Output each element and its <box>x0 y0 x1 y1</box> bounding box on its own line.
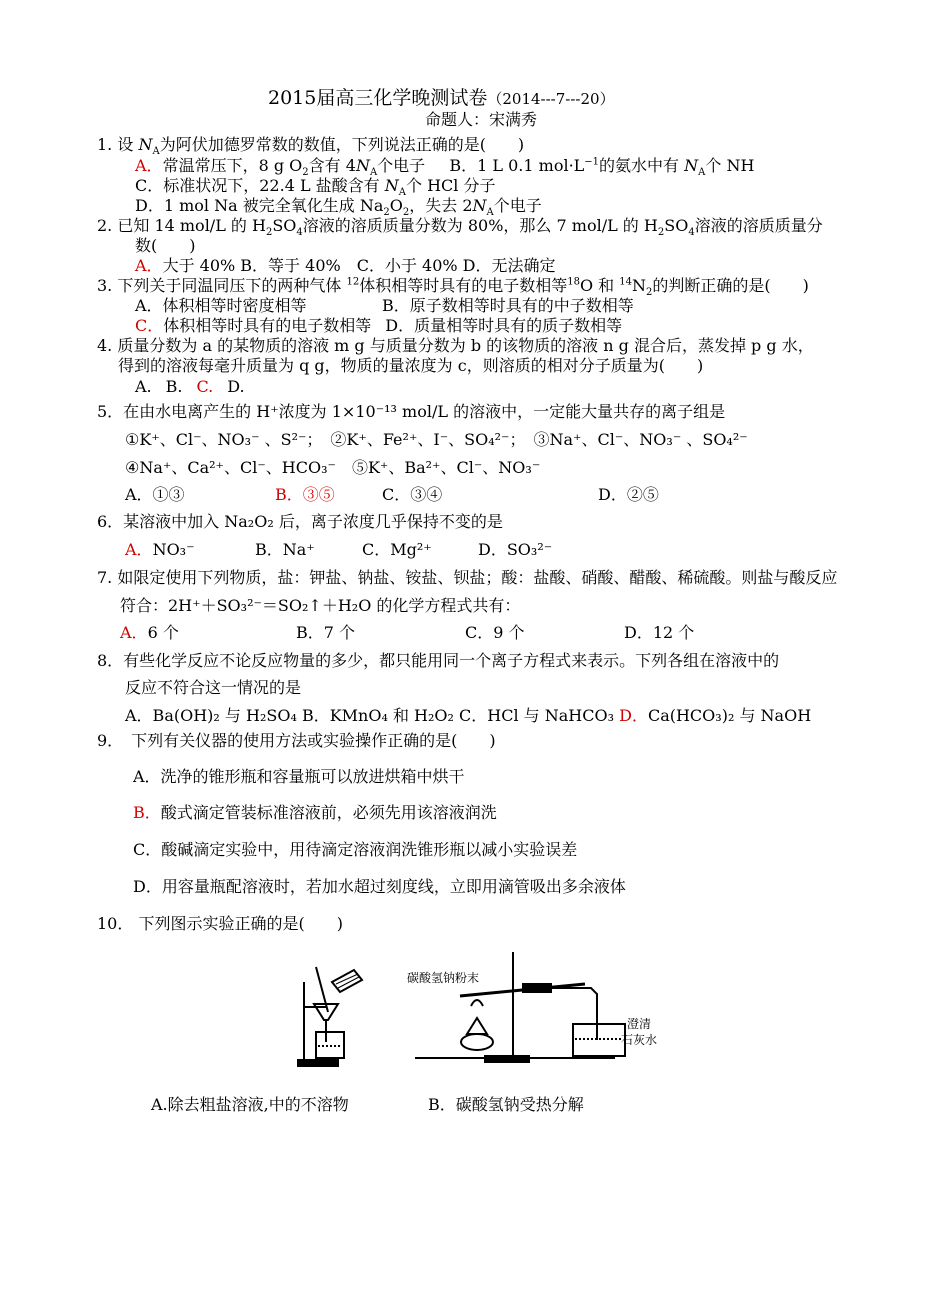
filtration-figure <box>296 962 366 1070</box>
q1-na-sub: A <box>152 146 160 158</box>
q1-d-a: D．1 mol Na 被完全氧化生成 Na <box>135 196 384 215</box>
q4-d: D. <box>227 377 245 396</box>
q3-o: O 和 <box>579 276 620 295</box>
q1-option-d <box>135 196 542 219</box>
q5-option-d: D．②⑤ <box>598 485 659 504</box>
q4-stem-2: 得到的溶液每毫升质量为 q g，物质的量浓度为 c，则溶质的相对分子质量为( ) <box>118 356 704 375</box>
q2-stem-line2: 数( ) <box>135 236 196 255</box>
q1-a-b: 含有 4 <box>308 156 356 175</box>
q9-stem: 9． 下列有关仪器的使用方法或实验操作正确的是( ) <box>97 731 496 750</box>
q6-option-b: B．Na⁺ <box>255 540 315 559</box>
q1-b-b: 的氨水中有 <box>599 156 685 175</box>
q1-c-a: C．标准状况下，22.4 L 盐酸含有 <box>135 176 385 195</box>
q1-b-sup: −1 <box>584 156 600 168</box>
q7-option-c: C．9 个 <box>465 623 525 642</box>
q5-option-a: A．①③ <box>125 485 185 504</box>
q1-stem-b: 为阿伏加德罗常数的数值，下列说法正确的是( ) <box>159 135 525 154</box>
q5-option-b: B．③⑤ <box>275 485 335 504</box>
q2-l1-e: 溶液的溶质质量分 <box>694 216 823 235</box>
q5-sets-2: ④Na⁺、Ca²⁺、Cl⁻、HCO₃⁻ ⑤K⁺、Ba²⁺、Cl⁻、NO₃⁻ <box>125 458 541 477</box>
q3-stem-b: 的判断正确的是( ) <box>652 276 809 295</box>
q9-option-a: A．洗净的锥形瓶和容量瓶可以放进烘箱中烘干 <box>133 767 465 786</box>
q8-d: Ca(HCO₃)₂ 与 NaOH <box>647 706 812 725</box>
q2-l1-b: SO <box>272 216 297 235</box>
q4-b: B. <box>165 377 183 396</box>
q3-stem-a: 3. 下列关于同温同压下的两种气体 <box>97 276 347 295</box>
q3-stem <box>97 276 809 299</box>
q1-option-a-letter: A． <box>135 156 163 175</box>
q3-options-cd <box>135 316 622 336</box>
q8-stem-1: 8．有些化学反应不论反应物量的多少，都只能用同一个离子方程式来表示。下列各组在溶液中的 <box>97 651 780 670</box>
q9-option-c: C．酸碱滴定实验中，用待滴定溶液润洗锥形瓶以减小实验误差 <box>133 840 578 859</box>
q3-option-b: B．原子数相等时具有的中子数相等 <box>382 296 634 315</box>
q1-c-b: 个 HCl 分子 <box>406 176 496 195</box>
page-title <box>268 88 615 109</box>
q6-option-d: D．SO₃²⁻ <box>478 540 553 559</box>
author-line: 命题人：宋满秀 <box>425 110 538 129</box>
q1-d-d: 个电子 <box>493 196 542 215</box>
q8-opts: A．Ba(OH)₂ 与 H₂SO₄ B．KMnO₄ 和 H₂O₂ C．HCl 与 NaHCO₃ <box>125 706 620 725</box>
fig-label-powder: 碳酸氢钠粉末 <box>407 971 480 985</box>
q1-option-c <box>135 176 496 199</box>
title-text: 2015届高三化学晚测试卷 <box>268 87 488 109</box>
q7-option-a <box>120 623 179 643</box>
q5-sets-1: ①K⁺、Cl⁻、NO₃⁻ 、S²⁻； ②K⁺、Fe²⁺、I⁻、SO₄²⁻； ③Na⁺、Cl⁻、NO₃⁻ 、SO₄²⁻ <box>125 430 748 449</box>
q4-stem-1: 4. 质量分数为 a 的某物质的溶液 m g 与质量分数为 b 的该物质的溶液 n g 混合后，蒸发掉 p g 水， <box>97 336 814 355</box>
q8-stem-2: 反应不符合这一情况的是 <box>125 678 302 697</box>
q3-sub2: 2 <box>645 287 653 299</box>
q6-stem: 6．某溶液中加入 Na₂O₂ 后，离子浓度几乎保持不变的是 <box>97 512 503 531</box>
q9-option-d: D．用容量瓶配溶液时，若加水超过刻度线，立即用滴管吸出多余液体 <box>133 877 626 896</box>
q1-d-na: N <box>472 196 487 215</box>
fig-label-clear: 澄清 <box>627 1017 652 1031</box>
q6-a: NO₃⁻ <box>152 540 195 559</box>
q1-a-a: 常温常压下，8 g O <box>162 156 303 175</box>
q3-option-c-letter: C． <box>135 316 164 335</box>
fig-label-limewater: 石灰水 <box>621 1033 658 1047</box>
q3-d: D．质量相等时具有的质子数相等 <box>385 316 623 335</box>
q5-stem: 5．在由水电离产生的 H⁺浓度为 1×10⁻¹³ mol/L 的溶液中，一定能大量共存的离子组是 <box>97 402 726 421</box>
q2-l1-d: SO <box>664 216 689 235</box>
q2-l1-a: 2. 已知 14 mol/L 的 H <box>97 216 266 235</box>
q1-a-sub: 2 <box>302 167 309 179</box>
q4-c: C. <box>196 377 214 396</box>
q7-option-b: B．7 个 <box>296 623 356 642</box>
q7-stem-2: 符合：2H⁺＋SO₃²⁻＝SO₂↑＋H₂O 的化学方程式共有： <box>120 596 521 615</box>
q6-option-c: C．Mg²⁺ <box>362 540 432 559</box>
q1-d-na-sub: A <box>486 207 494 219</box>
q8-options <box>125 706 811 726</box>
q3-a: A．体积相等时密度相等 <box>135 296 307 315</box>
q3-sup14: 14 <box>619 276 632 288</box>
heating-figure <box>405 944 675 1070</box>
q1-b-na-sub: A <box>698 167 706 179</box>
q6-option-a <box>125 540 195 560</box>
q1-c-na: N <box>384 176 399 195</box>
q1-d-sub1: 2 <box>383 207 390 219</box>
q9-b: 酸式滴定管装标准溶液前，必须先用该溶液润洗 <box>160 803 497 822</box>
q7-option-d: D．12 个 <box>624 623 695 642</box>
q5-option-c: C．③④ <box>382 485 443 504</box>
q2-option-a-letter: A． <box>135 256 163 275</box>
q1-stem-a: 1. 设 <box>97 135 139 154</box>
q1-stem <box>97 135 525 158</box>
q1-b-na: N <box>684 156 699 175</box>
q3-sup12: 12 <box>346 276 360 288</box>
q1-a-na: N <box>355 156 370 175</box>
q2-options <box>135 256 556 276</box>
q3-c: 体积相等时具有的电子数相等 <box>359 276 568 295</box>
q3-n: N <box>631 276 646 295</box>
q2-stem: 2. 已知 14 mol/L 的 $H_2SO_4$溶液的溶质质量分数为 80%，那么 7 mol/L 的 $H_2SO_4$溶液的溶质质量分 <box>97 216 823 239</box>
q7-option-a-letter: A． <box>120 623 148 642</box>
q1-d-b: O <box>389 196 403 215</box>
q7-stem-1: 7. 如限定使用下列物质，盐：钾盐、钠盐、铵盐、钡盐；酸：盐酸、硝酸、醋酸、稀硫酸。则盐与酸反应 <box>97 568 838 587</box>
q1-d-sub2: 2 <box>402 207 410 219</box>
q1-a-c: 个电子 <box>377 156 426 175</box>
q10-caption-b: B．碳酸氢钠受热分解 <box>428 1095 584 1114</box>
title-date: （2014---7---20） <box>487 90 615 108</box>
q2-opts: 大于 40% B．等于 40% C．小于 40% D．无法确定 <box>162 256 556 275</box>
q9-option-b-letter: B． <box>133 803 161 822</box>
q3-c-text: 体积相等时具有的电子数相等 <box>163 316 372 335</box>
q3-options-ab <box>135 296 307 316</box>
q1-a-na-sub: A <box>369 167 378 179</box>
q6-option-a-letter: A． <box>125 540 153 559</box>
q1-b-c: 个 NH <box>705 156 755 175</box>
q2-l1-c: 溶液的溶质质量分数为 80%，那么 7 mol/L 的 H <box>302 216 658 235</box>
q8-option-d-letter: D． <box>619 706 648 725</box>
q1-b-a: B．1 L 0.1 mol·L <box>449 156 585 175</box>
q1-options-ab <box>135 156 755 179</box>
q7-a: 6 个 <box>147 623 179 642</box>
q1-na: N <box>138 135 153 154</box>
q1-d-c: ，失去 2 <box>409 196 473 215</box>
q10-caption-a: A.除去粗盐溶液,中的不溶物 <box>151 1095 349 1114</box>
q10-stem: 10． 下列图示实验正确的是( ) <box>97 914 343 933</box>
q4-a: A. <box>135 377 152 396</box>
q1-c-na-sub: A <box>398 187 406 199</box>
q4-options <box>135 377 245 397</box>
q3-sup18: 18 <box>567 276 580 288</box>
q9-option-b <box>133 803 497 823</box>
